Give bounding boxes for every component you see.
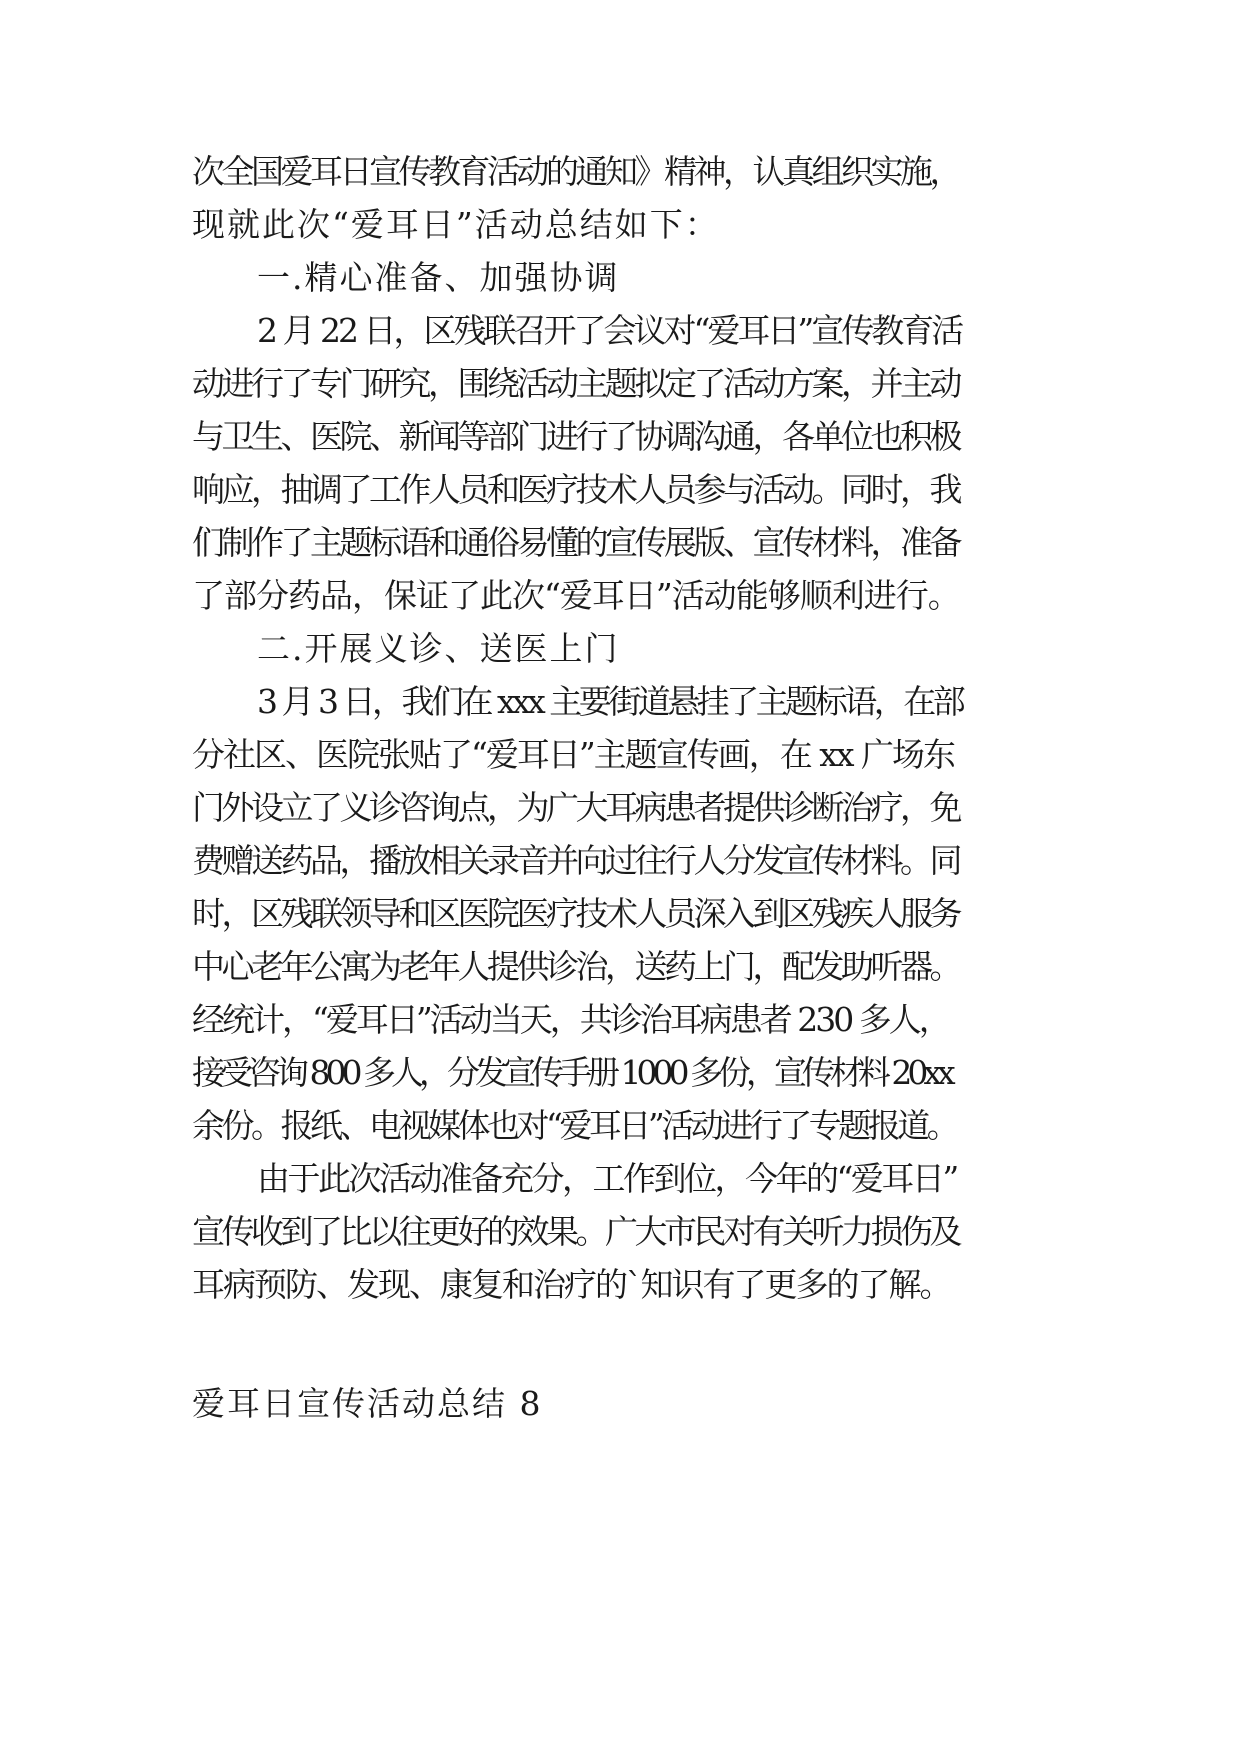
- body-text-line: 余份。报纸、电视媒体也对“爱耳日”活动进行了专题报道。: [192, 1106, 957, 1145]
- body-text-line: 3 月 3 日，我们在 xxx 主要街道悬挂了主题标语，在部: [257, 682, 963, 721]
- body-text-line: 费赠送药品，播放相关录音并向过往行人分发宣传材料。同: [192, 841, 959, 880]
- body-text-line: 接受咨询 800 多人，分发宣传手册 1000 多份，宣传材料 20xx: [192, 1053, 951, 1092]
- body-text-line: 次全国爱耳日宣传教育活动的通知》精神，认真组织实施，: [192, 152, 959, 191]
- body-text-line: 2 月 22 日，区残联召开了会议对“爱耳日”宣传教育活: [257, 311, 962, 350]
- body-text-line: 了部分药品，保证了此次“爱耳日”活动能够顺利进行。: [192, 576, 960, 615]
- body-text-line: 们制作了主题标语和通俗易懂的宣传展版、宣传材料，准备: [192, 523, 959, 562]
- body-text-line: 动进行了专门研究，围绕活动主题拟定了活动方案，并主动: [192, 364, 959, 403]
- body-text-line: 分社区、医院张贴了“爱耳日”主题宣传画，在 xx 广场东: [192, 735, 954, 774]
- section-heading: 一.精心准备、加强协调: [257, 258, 620, 297]
- section-heading: 二.开展义诊、送医上门: [257, 629, 620, 668]
- body-text-line: 宣传收到了比以往更好的效果。广大市民对有关听力损伤及: [192, 1212, 959, 1251]
- body-text-line: 由于此次活动准备充分，工作到位，今年的“爱耳日”: [257, 1159, 957, 1198]
- body-text-line: 中心老年公寓为老年人提供诊治，送药上门，配发助听器。: [192, 947, 959, 986]
- body-text-line: 门外设立了义诊咨询点，为广大耳病患者提供诊断治疗，免: [192, 788, 959, 827]
- body-text-line: 现就此次“爱耳日”活动总结如下：: [192, 205, 720, 244]
- body-text-line: 耳病预防、发现、康复和治疗的`知识有了更多的了解。: [192, 1265, 951, 1304]
- next-section-title: 爱耳日宣传活动总结 8: [192, 1384, 543, 1423]
- body-text-line: 响应，抽调了工作人员和医疗技术人员参与活动。同时，我: [192, 470, 959, 509]
- body-text-line: 时，区残联领导和区医院医疗技术人员深入到区残疾人服务: [192, 894, 959, 933]
- body-text-line: 与卫生、医院、新闻等部门进行了协调沟通，各单位也积极: [192, 417, 959, 456]
- body-text-line: 经统计，“爱耳日”活动当天，共诊治耳病患者 230 多人，: [192, 1000, 949, 1039]
